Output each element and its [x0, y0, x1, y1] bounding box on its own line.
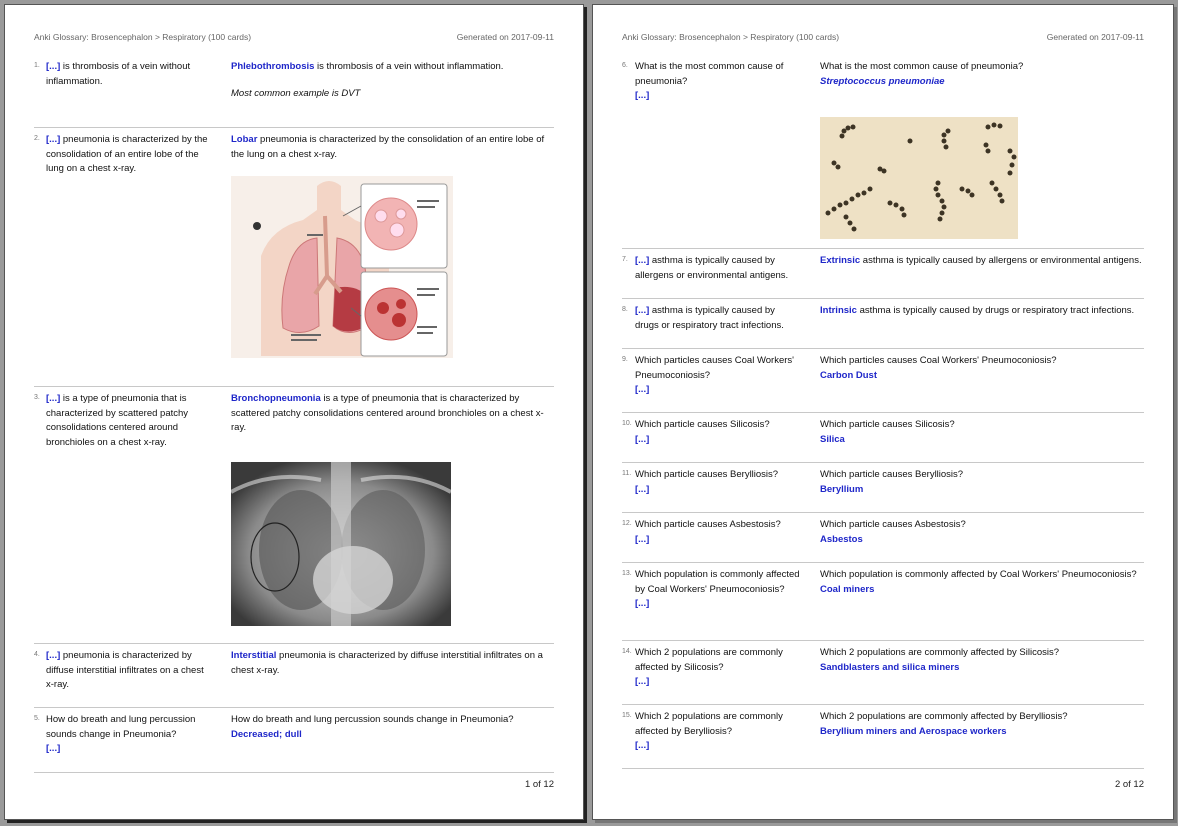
card-back — [820, 710, 1144, 739]
card-2 — [34, 128, 554, 387]
card-back — [820, 568, 1144, 597]
question-text: How do breath and lung percussion sounds change in Pneumonia? — [46, 714, 196, 740]
card-front — [635, 418, 800, 447]
card-front — [635, 354, 800, 398]
back-term: Intrinsic — [820, 305, 857, 316]
card-front — [635, 646, 800, 690]
question-text: Which particle causes Silicosis? — [820, 419, 955, 430]
card-list — [622, 55, 1144, 769]
card-back — [231, 60, 554, 101]
cloze-marker: [...] — [635, 483, 650, 495]
answer-text: Streptococcus pneumoniae — [820, 75, 945, 87]
cloze-marker: [...] — [635, 305, 650, 316]
card-13 — [622, 563, 1144, 641]
answer-text: Beryllium — [820, 483, 864, 495]
card-7 — [622, 249, 1144, 299]
answer-text: Beryllium miners and Aerospace workers — [820, 725, 1007, 737]
card-front — [635, 60, 800, 104]
document-page-1 — [4, 4, 584, 820]
cloze-marker: [...] — [635, 255, 650, 266]
answer-text: Coal miners — [820, 583, 875, 595]
card-number: 12. — [622, 520, 632, 527]
card-15 — [622, 705, 1144, 769]
question-text: Which 2 populations are commonly affected by Silicosis? — [820, 647, 1060, 658]
cloze-marker: [...] — [635, 384, 650, 395]
generated-date: Generated on 2017-09-11 — [456, 32, 554, 42]
back-term: Phlebothrombosis — [231, 61, 315, 72]
front-text: pneumonia is characterized by the consolidation of an entire lobe of the lung on a chest x-ray. — [46, 134, 208, 174]
card-number: 14. — [622, 648, 632, 655]
card-back — [820, 254, 1144, 269]
question-text: Which 2 populations are commonly affected by Berylliosis? — [635, 711, 783, 737]
question-text: How do breath and lung percussion sounds change in Pneumonia? — [231, 714, 514, 725]
back-term: Bronchopneumonia — [231, 393, 321, 404]
question-text: Which particle causes Berylliosis? — [635, 469, 779, 480]
card-number: 15. — [622, 712, 632, 719]
card-number: 4. — [34, 651, 40, 658]
card-number: 6. — [622, 62, 628, 69]
card-number: 9. — [622, 356, 628, 363]
page-header — [34, 32, 554, 42]
card-back — [231, 649, 554, 678]
front-text: pneumonia is characterized by diffuse interstitial infiltrates on a chest x-ray. — [46, 650, 204, 690]
cloze-marker: [...] — [635, 533, 650, 545]
card-number: 5. — [34, 715, 40, 722]
question-text: Which particles causes Coal Workers' Pneumoconiosis? — [635, 355, 794, 381]
cloze-marker: [...] — [635, 676, 650, 687]
card-1 — [34, 55, 554, 128]
card-back — [820, 304, 1144, 319]
question-text: What is the most common cause of pneumonia? — [820, 61, 1024, 72]
question-text: Which particle causes Asbestosis? — [820, 519, 966, 530]
cloze-marker: [...] — [46, 743, 61, 754]
card-back — [820, 468, 1144, 497]
card-back — [820, 646, 1144, 675]
streptococcus-micrograph — [820, 117, 1144, 239]
card-3 — [34, 387, 554, 644]
card-front — [635, 304, 800, 333]
card-14 — [622, 641, 1144, 705]
card-number: 7. — [622, 256, 628, 263]
card-front — [635, 710, 800, 754]
card-10 — [622, 413, 1144, 463]
answer-text: Silica — [820, 433, 845, 445]
card-front — [635, 518, 800, 547]
answer-text: Carbon Dust — [820, 369, 877, 381]
cloze-marker: [...] — [46, 134, 61, 145]
card-11 — [622, 463, 1144, 513]
card-number: 8. — [622, 306, 628, 313]
card-back — [820, 518, 1144, 547]
answer-text: Decreased; dull — [231, 728, 302, 740]
card-back — [820, 60, 1144, 239]
card-number: 2. — [34, 135, 40, 142]
card-front — [635, 468, 800, 497]
card-front — [46, 60, 211, 89]
question-text: Which population is commonly affected by Coal Workers' Pneumoconiosis? — [635, 569, 800, 595]
question-text: Which particles causes Coal Workers' Pneumoconiosis? — [820, 355, 1057, 366]
question-text: Which particle causes Berylliosis? — [820, 469, 964, 480]
deck-title: Anki Glossary: Brosencephalon > Respiratory (100 cards) — [34, 32, 252, 42]
card-number: 1. — [34, 62, 40, 69]
back-term: Interstitial — [231, 650, 277, 661]
card-front — [46, 649, 211, 693]
question-text: Which 2 populations are commonly affected by Silicosis? — [635, 647, 783, 673]
question-text: Which population is commonly affected by Coal Workers' Pneumoconiosis? — [820, 569, 1137, 580]
document-page-2 — [592, 4, 1174, 820]
card-12 — [622, 513, 1144, 563]
cloze-marker: [...] — [635, 90, 650, 101]
page-number: 2 of 12 — [1114, 779, 1144, 790]
cloze-marker: [...] — [635, 740, 650, 751]
question-text: What is the most common cause of pneumonia? — [635, 61, 784, 87]
lobar-pneumonia-illustration — [231, 176, 554, 358]
question-text: Which particle causes Asbestosis? — [635, 519, 781, 530]
card-front — [635, 568, 800, 612]
card-8 — [622, 299, 1144, 349]
card-back — [231, 713, 554, 742]
chest-xray-photo — [231, 462, 554, 626]
card-back — [231, 392, 554, 626]
card-front — [635, 254, 800, 283]
card-back — [231, 133, 554, 358]
front-text: is a type of pneumonia that is characterized by scattered patchy consolidations centered around bronchioles on a chest x-ray. — [46, 393, 189, 448]
card-front — [46, 713, 211, 757]
card-back — [820, 418, 1144, 447]
cloze-marker: [...] — [635, 598, 650, 609]
question-text: Which 2 populations are commonly affected by Berylliosis? — [820, 711, 1068, 722]
card-5 — [34, 708, 554, 773]
card-number: 3. — [34, 394, 40, 401]
back-text: asthma is typically caused by drugs or respiratory tract infections. — [856, 305, 1135, 316]
card-front — [46, 392, 211, 450]
card-number: 13. — [622, 570, 632, 577]
deck-title: Anki Glossary: Brosencephalon > Respiratory (100 cards) — [622, 32, 840, 42]
back-text: is thrombosis of a vein without inflammation. — [314, 61, 504, 72]
back-term: Lobar — [231, 134, 258, 145]
answer-text: Sandblasters and silica miners — [820, 661, 960, 673]
card-4 — [34, 644, 554, 708]
back-text: is a type of pneumonia that is characterized by scattered patchy consolidations centered around bronchioles on a chest x-ray. — [231, 393, 544, 433]
page-header — [622, 32, 1144, 42]
back-text: asthma is typically caused by allergens or environmental antigens. — [860, 255, 1142, 266]
card-6 — [622, 55, 1144, 249]
front-text: asthma is typically caused by drugs or respiratory tract infections. — [635, 305, 784, 331]
page-number: 1 of 12 — [524, 779, 554, 790]
back-text: pneumonia is characterized by diffuse interstitial infiltrates on a chest x-ray. — [231, 650, 543, 676]
front-text: is thrombosis of a vein without inflammation. — [46, 61, 191, 87]
back-text: pneumonia is characterized by the consolidation of an entire lobe of the lung on a chest x-ray. — [231, 134, 545, 160]
card-list — [34, 55, 554, 773]
answer-text: Asbestos — [820, 533, 863, 545]
back-term: Extrinsic — [820, 255, 861, 266]
back-note: Most common example is DVT — [231, 87, 361, 99]
cloze-marker: [...] — [46, 393, 61, 404]
card-number: 10. — [622, 420, 632, 427]
generated-date: Generated on 2017-09-11 — [1046, 32, 1144, 42]
front-text: asthma is typically caused by allergens or environmental antigens. — [635, 255, 789, 281]
cloze-marker: [...] — [635, 433, 650, 445]
cloze-marker: [...] — [46, 650, 61, 661]
card-front — [46, 133, 211, 177]
card-back — [820, 354, 1144, 383]
question-text: Which particle causes Silicosis? — [635, 419, 770, 430]
card-number: 11. — [622, 470, 632, 477]
card-9 — [622, 349, 1144, 413]
cloze-marker: [...] — [46, 61, 61, 72]
